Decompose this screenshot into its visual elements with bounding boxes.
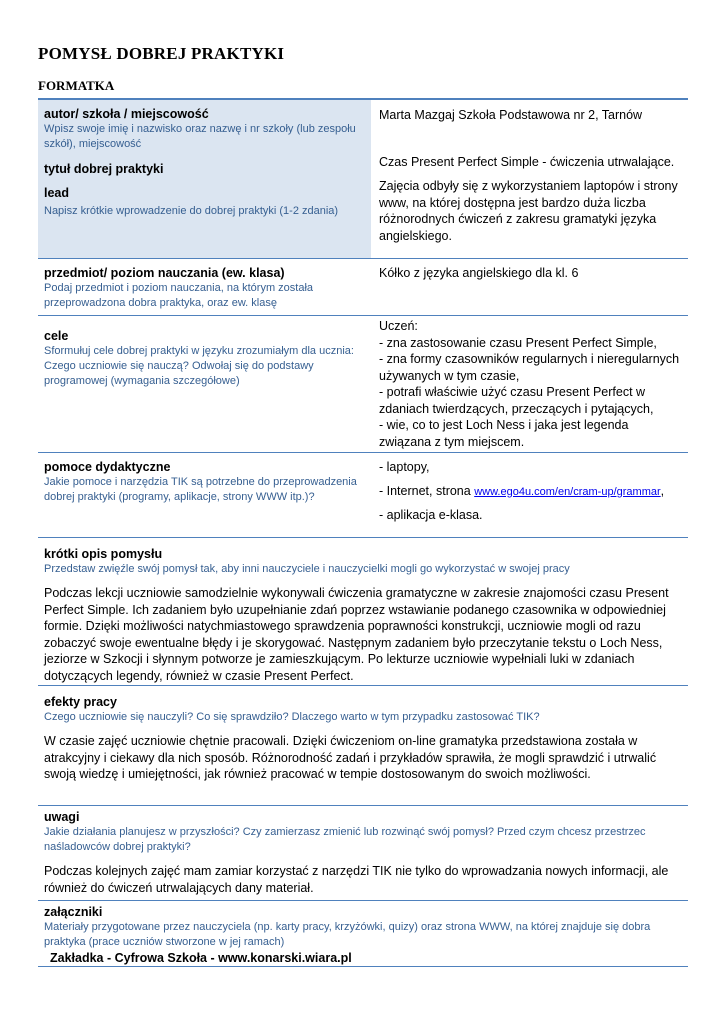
aids-hint: Jakie pomoce i narzędzia TIK są potrzebne do przeprowadzenia dobrej praktyki (programy, aplikacje, strony WWW itp.)? [44, 476, 357, 503]
row-author-title-lead [38, 100, 688, 259]
lead-value[interactable]: Zajęcia odbyły się z wykorzystaniem laptopów i strony www, na której dostępna jest bardzo duża liczba różnorodnych ćwiczeń z zakresu gramatyki języka angielskiego. [379, 179, 678, 243]
document-page [38, 42, 688, 967]
row-subject [38, 259, 688, 316]
page-title: POMYSŁ DOBREJ PRAKTYKI [38, 44, 285, 63]
author-label: autor/ szkoła / miejscowość [44, 107, 209, 121]
subject-hint: Podaj przedmiot i poziom nauczania, na którym została przeprowadzona dobra praktyka, oraz ew. klasę [44, 282, 314, 309]
aids-label: pomoce dydaktyczne [44, 460, 171, 474]
subject-labels [38, 259, 371, 315]
attachments-label: załączniki [44, 905, 103, 919]
row-teaching-aids [38, 453, 688, 538]
effects-text[interactable]: W czasie zajęć uczniowie chętnie pracowali. Dzięki ćwiczeniom on-line gramatyka przedstawiona została w atrakcyjny i ciekawy dla nich sposób. Różnorodność zadań i przykładów sprawiła, że mogli sprawdzić i utrwalić swoją wiedzę i umiejętności, jak również pracować w tempie dostosowanym do swoich możliwości. [44, 734, 657, 781]
row-author-labels [38, 100, 371, 258]
subject-values [371, 259, 688, 315]
aids-item [379, 483, 680, 501]
author-hint: Wpisz swoje imię i nazwisko oraz nazwę i nr szkoły (lub zespołu szkół), miejscowość [44, 123, 356, 150]
description-label: krótki opis pomysłu [44, 547, 163, 561]
remarks-hint: Jakie działania planujesz w przyszłości? Czy zamierzasz zmienić lub rozwinąć swój pomysł? Przed czym chcesz przestrzec naśladowców dobrej praktyki? [44, 826, 646, 853]
page-subtitle: FORMATKA [38, 78, 115, 93]
goals-labels [38, 316, 371, 452]
goals-line[interactable]: - wie, co to jest Loch Ness i jaka jest legenda związana z tym miejscem. [379, 418, 629, 449]
effects-label: efekty pracy [44, 695, 117, 709]
lead-label: lead [44, 186, 70, 200]
lead-hint: Napisz krótkie wprowadzenie do dobrej praktyki (1-2 zdania) [44, 205, 339, 217]
aids-item[interactable]: - laptopy, [379, 460, 430, 474]
title-label: tytuł dobrej praktyki [44, 162, 164, 176]
description-text[interactable]: Podczas lekcji uczniowie samodzielnie wykonywali ćwiczenia gramatyczne w zakresie znajomości czasu Present Perfect Simple. Ich zadaniem było uzupełnianie zdań poprzez wstawianie podanego czasownika w odpowiedniej formie. Dzięki możliwości natychmiastowego sprawdzenia poprawności konstrukcji, uczniowie mogli od razu zobaczyć swoje ewentualne błędy i je skorygować. Następnym zadaniem było przeczytanie tekstu o Loch Ness, jeziorze w Szkocji i słynnym potworze je zamieszkującym. Po lekturze uczniowie wypełniali luki w zdaniach dotyczących legendy, również w czasie Present Perfect. [44, 586, 669, 683]
goals-line[interactable]: Uczeń: [379, 319, 418, 333]
section-remarks [38, 806, 688, 901]
attachments-text[interactable]: Zakładka - Cyfrowa Szkoła - www.konarski.wiara.pl [50, 951, 352, 965]
row-author-values [371, 100, 688, 258]
description-hint: Przedstaw zwięźle swój pomysł tak, aby inni nauczyciele i nauczycielki mogli go wykorzystać w swojej pracy [44, 563, 570, 575]
aids-item[interactable]: - aplikacja e-klasa. [379, 508, 483, 522]
goals-line[interactable]: - potrafi właściwie użyć czasu Present Perfect w zdaniach twierdzących, przeczących i pytających, [379, 385, 654, 416]
row-goals [38, 316, 688, 453]
goals-label: cele [44, 329, 69, 343]
author-value[interactable]: Marta Mazgaj Szkoła Podstawowa nr 2, Tarnów [379, 108, 643, 122]
subject-label: przedmiot/ poziom nauczania (ew. klasa) [44, 266, 285, 280]
grammar-site-link[interactable]: www.ego4u.com/en/cram-up/grammar [474, 485, 661, 498]
effects-hint: Czego uczniowie się nauczyli? Co się sprawdziło? Dlaczego warto w tym przypadku zastosować TIK? [44, 711, 540, 723]
remarks-label: uwagi [44, 810, 80, 824]
section-effects [38, 686, 688, 806]
goals-values [371, 316, 688, 452]
aids-item-suffix: , [660, 483, 665, 498]
goals-line[interactable]: - zna formy czasowników regularnych i nieregularnych używanych w tym czasie, [379, 352, 680, 383]
aids-labels [38, 453, 371, 537]
aids-item-text: - Internet, strona [379, 483, 475, 498]
section-description [38, 538, 688, 686]
subject-value[interactable]: Kółko z języka angielskiego dla kl. 6 [379, 266, 579, 280]
remarks-text[interactable]: Podczas kolejnych zajęć mam zamiar korzystać z narzędzi TIK nie tylko do wprowadzania nowych informacji, ale również do ćwiczeń utrwalających dany materiał. [44, 864, 669, 895]
title-value[interactable]: Czas Present Perfect Simple - ćwiczenia utrwalające. [379, 154, 675, 169]
goals-line[interactable]: - zna zastosowanie czasu Present Perfect Simple, [379, 335, 657, 350]
goals-hint: Sformułuj cele dobrej praktyki w języku zrozumiałym dla ucznia: Czego uczniowie się nauczą? Odwołaj się do podstawy programowej (wymagania szczegółowe) [44, 345, 354, 387]
section-attachments [38, 901, 688, 967]
attachments-hint: Materiały przygotowane przez nauczyciela (np. karty pracy, krzyżówki, quizy) oraz strona WWW, na której znajduje się dobra praktyka (prace uczniów stworzone w jej ramach) [44, 921, 651, 948]
aids-values [371, 453, 688, 537]
